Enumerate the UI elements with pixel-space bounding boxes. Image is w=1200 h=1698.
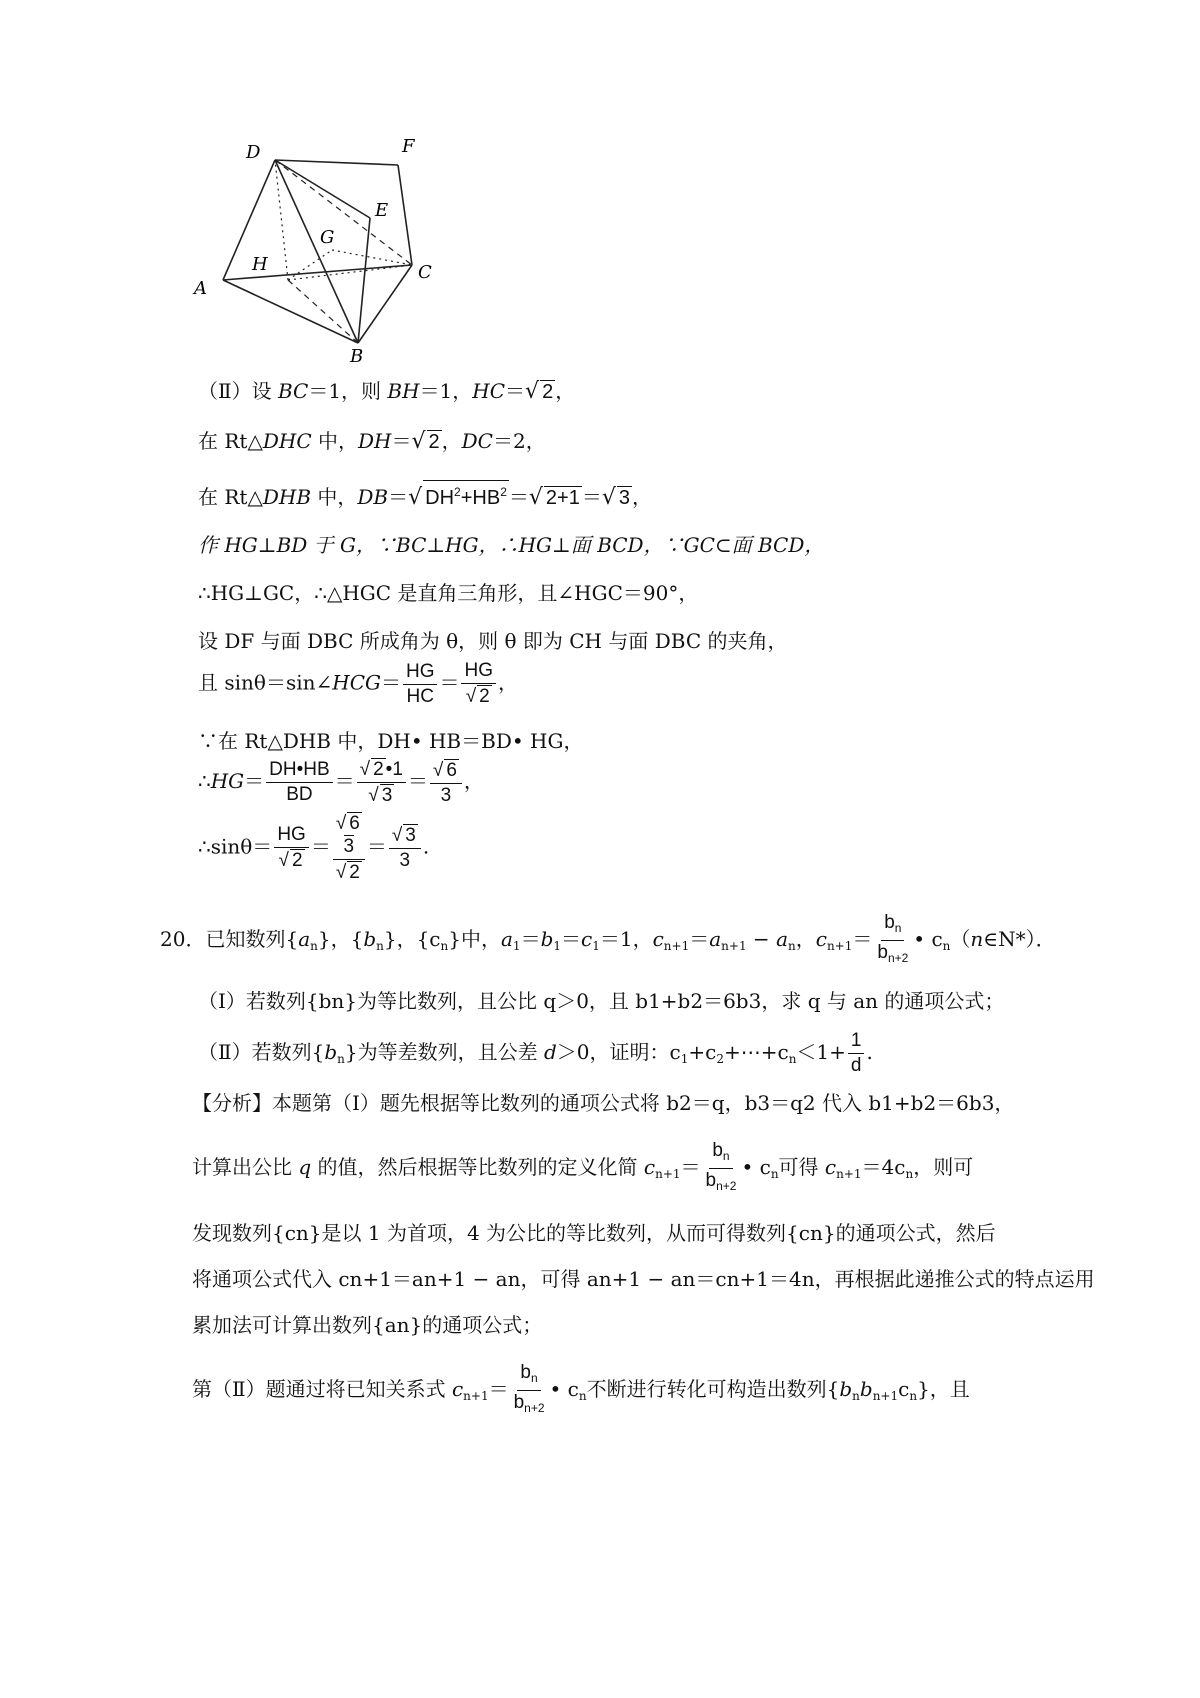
proof-line-9: ∴HG＝ $\frac{DH•HB}{BD}$ ＝ $\frac{√ 2 •1}{√ 3}$ ＝ $\frac{√ 6}{3}$ ， [198, 759, 484, 806]
analysis-line-6: 第（Ⅱ）题通过将已知关系式 $c_{n+1}=$ $\frac{b_n}{b_{n+2}}$ • $c_n$不断进行转化可构造出数列$\{b_nb_{n+1}c_n\}$，且 [192, 1362, 970, 1415]
label-D: D [246, 142, 261, 163]
proof-line-10: ∴sinθ＝ $\frac{HG}{√ 2}$ ＝ √ 6 3 √ 2 ＝ $\frac{√ 3}{3}$ . [198, 813, 430, 883]
analysis-line-5: 累加法可计算出数列{an}的通项公式； [192, 1313, 543, 1337]
label-B: B [350, 346, 364, 367]
analysis-line-4: 将通项公式代入 cn+1＝an+1 − an，可得 an+1 − an＝cn+1＝4n，再根据此递推公式的特点运用 [192, 1267, 1095, 1291]
analysis-line-2: 计算出公比 q 的值，然后根据等比数列的定义化简 $c_{n+1}=$ $\frac{b_n}{b_{n+2}}$ • $c_n$可得 $c_{n+1}=4c_n$，则可 [192, 1140, 974, 1193]
pyramid-figure [180, 130, 460, 370]
proof-line-3: 在 Rt△DHB 中，DB＝√ $DH^2+HB^2$ ＝√ 2+1 ＝√ 3 ， [198, 480, 652, 511]
proof-line-7: 且 sinθ＝sin∠HCG＝ $\frac{HG}{HC}$ ＝ $\frac{HG}{√ 2}$ ， [198, 660, 518, 707]
proof-line-5: ∴HG⊥GC，∴△HGC 是直角三角形，且∠HGC＝90°， [198, 581, 699, 605]
label-E: E [375, 200, 389, 221]
proof-line-4: 作 HG⊥BD 于 G，∵BC⊥HG，∴HG⊥面 BCD，∵GC⊂面 BCD， [198, 533, 825, 557]
label-F: F [402, 136, 415, 157]
label-G: G [320, 227, 335, 248]
question-20-part-1: （Ⅰ）若数列{bn}为等比数列，且公比 q＞0，且 b1+b2＝6b3，求 q 与 an 的通项公式； [198, 989, 1005, 1013]
label-C: C [418, 262, 432, 283]
proof-line-1: （Ⅱ）设 BC＝1，则 BH＝1，HC＝√ 2 ， [198, 379, 576, 404]
proof-line-8: ∵在 Rt△DHB 中，DH• HB＝BD• HG， [198, 729, 584, 753]
analysis-line-1: 【分析】本题第（Ⅰ）题先根据等比数列的通项公式将 b2＝q，b3＝q2 代入 b1+b2＝6b3， [192, 1091, 1015, 1115]
question-20-part-2: （Ⅱ）若数列$\{b_n\}$为等差数列，且公差 d＞0，证明：$c_1+c_2+\cdots+c_n<1+$ $\frac{1}{d}$ . [198, 1030, 873, 1076]
analysis-line-3: 发现数列{cn}是以 1 为首项，4 为公比的等比数列，从而可得数列{cn}的通项公式，然后 [192, 1221, 996, 1245]
question-20-stem: 20．已知数列$\{a_n\}$，$\{b_n\}$，$\{c_n\}$中，$a_1=b_1=c_1=1$，$c_{n+1}=a_{n+1} - a_n$，$c_{n+1}=$ $\frac{b_n}{b_{n+2}}$ • $c_n(n\in N*)$． [160, 912, 1056, 965]
proof-line-2: 在 Rt△DHC 中，DH＝√ 2 ，DC＝2， [198, 429, 546, 454]
label-H: H [252, 254, 268, 275]
proof-line-6: 设 DF 与面 DBC 所成角为 θ，则 θ 即为 CH 与面 DBC 的夹角， [198, 629, 788, 653]
label-A: A [194, 278, 207, 299]
